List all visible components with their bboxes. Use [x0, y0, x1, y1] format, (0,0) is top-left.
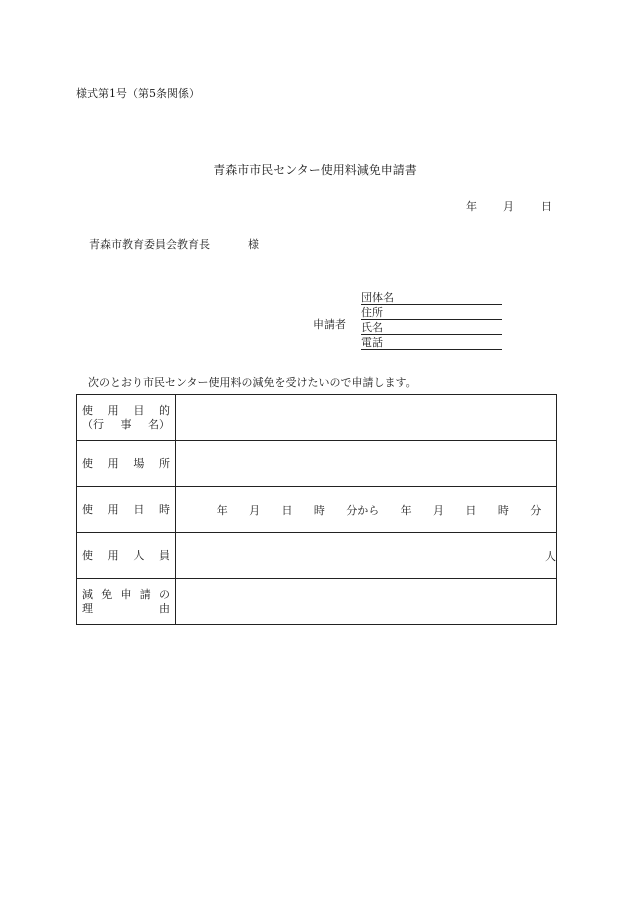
place-label: [77, 441, 176, 487]
reason-label-char: 請: [139, 587, 151, 601]
persons-label-char: 員: [158, 548, 170, 562]
purpose-label-char: 名）: [148, 417, 170, 431]
form-number: 様式第1号（第5条関係）: [76, 87, 200, 100]
intro-statement: 次のとおり市民センター使用料の減免を受けたいので申請します。: [88, 376, 417, 389]
applicant-organization-field[interactable]: 団体名: [361, 291, 502, 305]
purpose-row: [77, 395, 557, 441]
datetime-label-char: 日: [133, 502, 145, 516]
datetime-row: [77, 487, 557, 533]
date-line: [466, 198, 552, 214]
applicant-label: 申請者: [313, 318, 346, 331]
applicant-phone-field[interactable]: 電話: [361, 336, 502, 350]
purpose-label-char: 使: [82, 403, 93, 417]
datetime-label: [77, 487, 176, 533]
reason-label-char: 理: [82, 601, 93, 615]
date-year: 年: [466, 200, 477, 213]
reason-input[interactable]: [176, 579, 557, 625]
application-table: [76, 394, 557, 625]
reason-label-char: 申: [120, 587, 132, 601]
datetime-unit: 時: [313, 503, 325, 517]
purpose-label-char: （行: [82, 417, 104, 431]
datetime-input[interactable]: [176, 487, 557, 533]
datetime-unit: 月: [249, 503, 261, 517]
persons-label-char: 人: [133, 548, 145, 562]
datetime-unit: 分から: [346, 503, 380, 517]
datetime-label-char: 使: [82, 502, 93, 516]
persons-row: [77, 533, 557, 579]
datetime-unit: 年: [216, 503, 228, 517]
purpose-label-char: 事: [120, 417, 132, 431]
purpose-input[interactable]: [176, 395, 557, 441]
persons-label-char: 使: [82, 548, 93, 562]
addressee-name: 青森市教育委員会教育長: [89, 238, 210, 251]
purpose-label-char: 用: [107, 403, 119, 417]
datetime-unit: 分: [530, 503, 542, 517]
persons-label: [77, 533, 176, 579]
place-label-char: 所: [158, 456, 170, 470]
purpose-label-char: 的: [158, 403, 170, 417]
reason-label: [77, 579, 176, 625]
place-row: [77, 441, 557, 487]
date-month: 月: [503, 200, 514, 213]
place-label-char: 場: [133, 456, 145, 470]
datetime-unit: 時: [497, 503, 509, 517]
reason-row: [77, 579, 557, 625]
datetime-unit: 月: [433, 503, 445, 517]
document-title: 青森市市民センター使用料減免申請書: [213, 163, 417, 177]
place-label-char: 使: [82, 456, 93, 470]
datetime-label-char: 時: [158, 502, 170, 516]
datetime-unit: 年: [400, 503, 412, 517]
reason-label-char: 由: [159, 601, 170, 615]
date-day: 日: [541, 200, 552, 213]
purpose-label-char: 目: [133, 403, 145, 417]
purpose-label: [77, 395, 176, 441]
reason-label-char: 免: [101, 587, 113, 601]
place-label-char: 用: [107, 456, 119, 470]
applicant-address-field[interactable]: 住所: [361, 306, 502, 320]
persons-input[interactable]: [176, 533, 557, 579]
addressee-honorific: 様: [248, 238, 259, 251]
persons-label-char: 用: [107, 548, 119, 562]
persons-unit: 人: [545, 549, 556, 563]
addressee: [89, 236, 259, 252]
datetime-unit: 日: [281, 503, 293, 517]
applicant-name-field[interactable]: 氏名: [361, 321, 502, 335]
reason-label-char: の: [159, 587, 170, 601]
datetime-label-char: 用: [107, 502, 119, 516]
reason-label-char: 減: [82, 587, 93, 601]
place-input[interactable]: [176, 441, 557, 487]
datetime-unit: 日: [465, 503, 477, 517]
